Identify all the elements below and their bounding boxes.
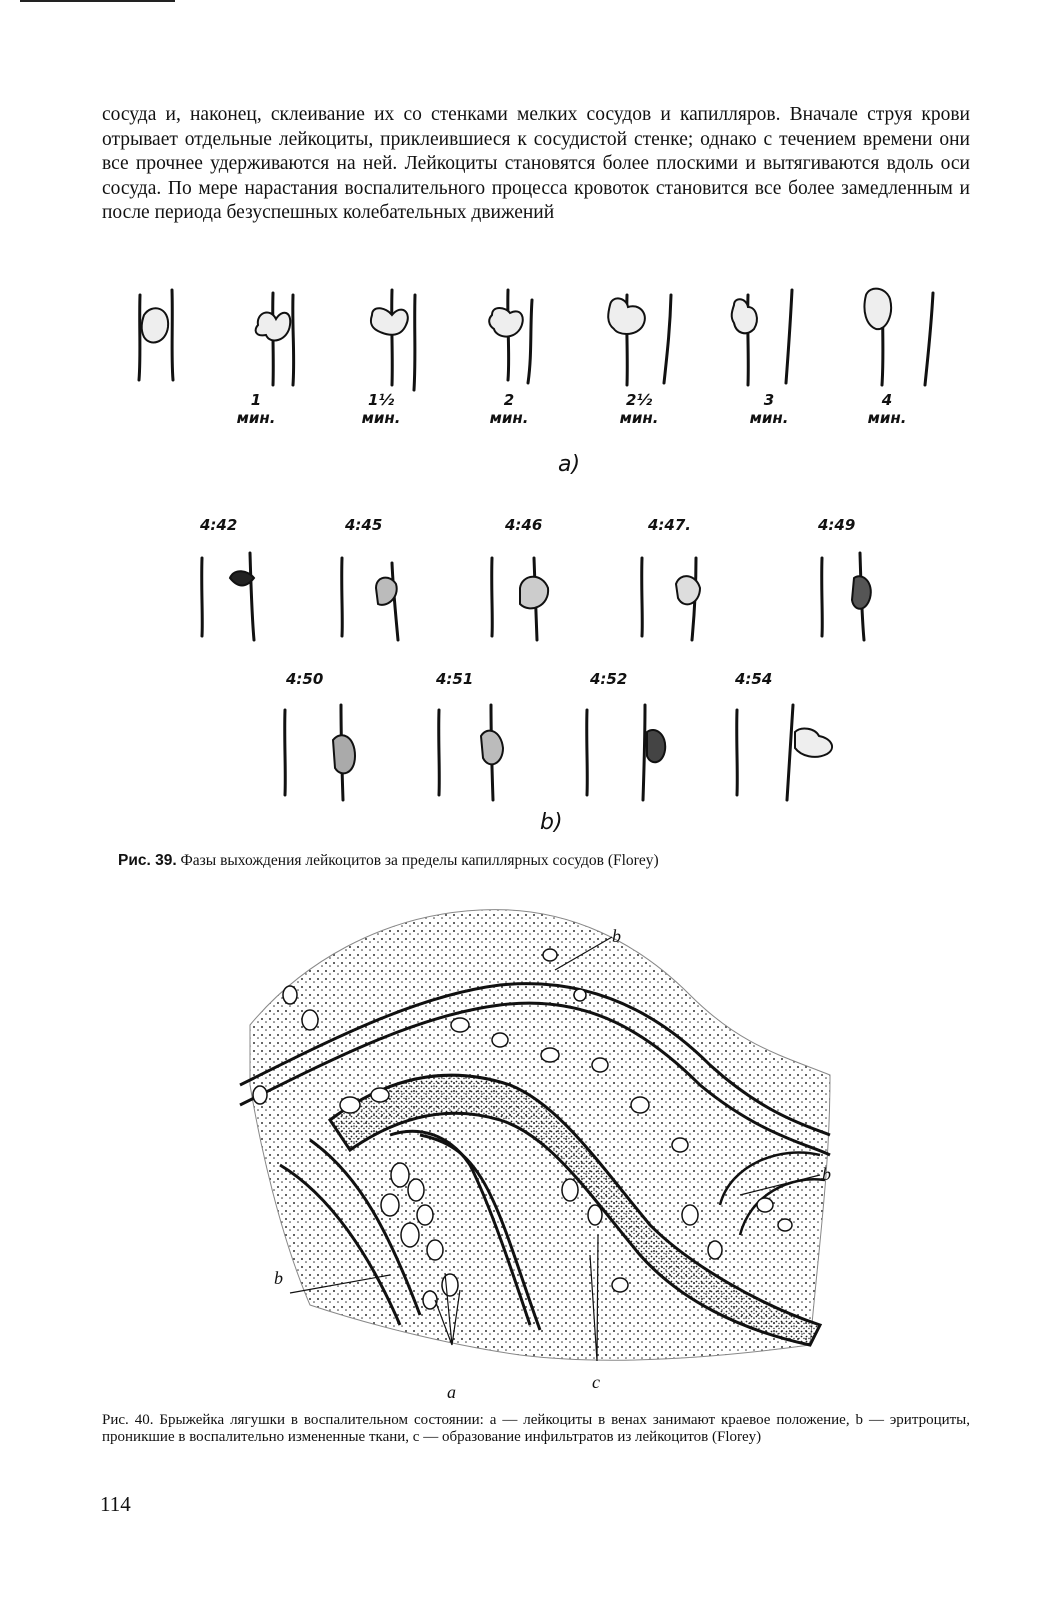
figure39-panel-b-row2-drawing [275,700,855,805]
time-label: 4:50 [286,670,324,688]
time-label: 4:46 [505,516,543,534]
page-number: 114 [100,1492,131,1516]
body-paragraph: сосуда и, наконец, склеивание их со стенками мелких сосудов и капилляров. Вначале струя крови отрывает отдельные лейкоциты, приклеившиеся к сосудистой стенке; однако с течением времени они все прочнее удерживаются на ней. Лейкоциты становятся более плоскими и вытягиваются вдоль оси сосуда. По мере нарастания воспалительного процесса кровоток становится все более замедленным и после периода безуспешных колебательных движений [102,104,970,224]
time-label: 4:54 [735,670,773,688]
time-label: 4:47. [648,516,692,534]
figure39-caption-number: Рис. 39. [118,852,177,869]
figure40-label-b-left: b [274,1268,283,1288]
figure40-label-c: c [592,1372,600,1392]
figure39-panel-b-row1-drawing [190,548,900,648]
figure39-panel-a-drawing [130,285,950,395]
time-label: 4 мин. [867,391,907,427]
top-rule [20,0,175,2]
panel-a-label: a) [558,452,581,477]
figure40-caption-number: Рис. 40. [102,1412,154,1428]
time-label: 4:42 [200,516,238,534]
figure40-caption-text: Брыжейка лягушки в воспалительном состоянии: a — лейкоциты в венах занимают краевое положение, b — эритроциты, проникшие в воспалительно измененные ткани, c — образование инфильтратов из лейкоцитов (Florey) [102,1412,971,1445]
time-label: 4:52 [590,670,628,688]
figure39-caption [118,852,958,870]
figure39-caption-text: Фазы выхождения лейкоцитов за пределы капиллярных сосудов (Florey) [180,852,659,869]
figure40-caption [102,1412,970,1446]
panel-b-label: b) [540,810,563,835]
time-label: 1½ мин. [361,391,401,427]
time-label: 2½ мин. [619,391,659,427]
time-label: 3 мин. [749,391,789,427]
figure40-label-a: a [447,1382,456,1402]
time-label: 4:49 [818,516,856,534]
figure40-label-b-top: b [612,926,621,946]
time-label: 4:51 [436,670,474,688]
time-label: 2 мин. [489,391,529,427]
time-label: 4:45 [345,516,383,534]
figure40-label-b-right: b [822,1164,831,1184]
figure40-drawing [220,905,840,1370]
time-label: 1 мин. [236,391,276,427]
